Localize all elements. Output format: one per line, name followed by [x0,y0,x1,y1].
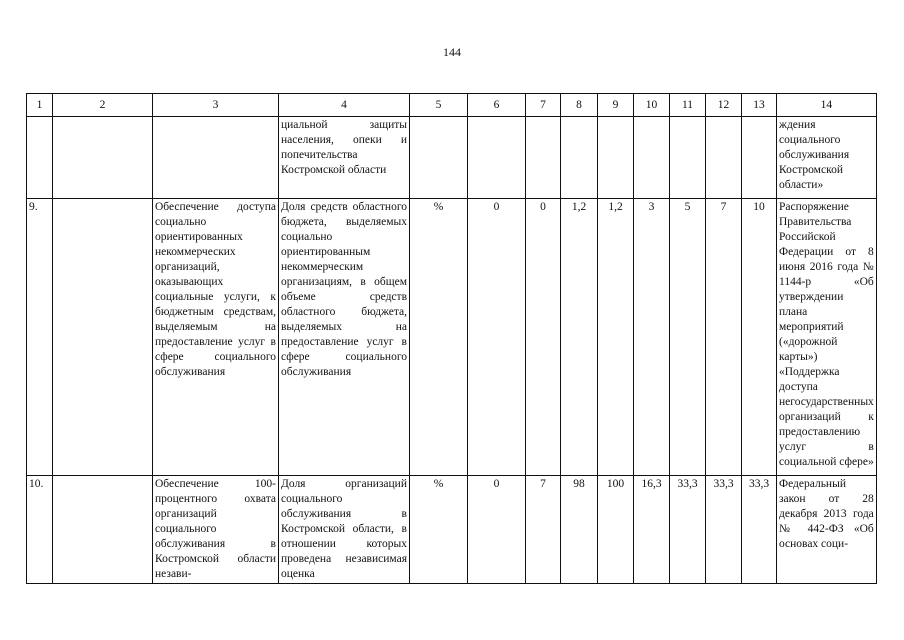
unit-cell [410,117,468,199]
value-cell [670,117,706,199]
cell-col2 [53,117,153,199]
value-cell: 0 [468,476,526,584]
value-cell: 10 [742,199,777,476]
value-cell: 33,3 [670,476,706,584]
value-cell: 7 [706,199,742,476]
value-cell: 100 [598,476,634,584]
legal-basis-cell: Федеральный закон от 28 декабря 2013 года № 442-ФЗ «Об основах соци- [777,476,877,584]
value-cell: 33,3 [706,476,742,584]
table-row [27,117,877,199]
unit-cell: % [410,476,468,584]
measure-cell: Обеспечение 100-процентного охвата организаций социального обслуживания в Костромской области незави- [153,476,279,584]
value-cell [561,117,598,199]
col-header-6: 6 [468,94,526,117]
indicator-cell: циальной защиты населения, опеки и попечительства Костромской области [279,117,410,199]
value-cell: 0 [526,199,561,476]
value-cell [706,117,742,199]
col-header-10: 10 [634,94,670,117]
col-header-9: 9 [598,94,634,117]
col-header-5: 5 [410,94,468,117]
value-cell: 3 [634,199,670,476]
page-number: 144 [443,45,461,59]
col-header-2: 2 [53,94,153,117]
indicator-cell: Доля организаций социального обслуживания в Костромской области, в отношении которых проведена независимая оценка [279,476,410,584]
unit-cell: % [410,199,468,476]
value-cell [468,117,526,199]
value-cell: 0 [468,199,526,476]
row-number-cell: 9. [27,199,53,476]
indicators-table [26,93,877,584]
col-header-7: 7 [526,94,561,117]
value-cell: 1,2 [598,199,634,476]
value-cell: 1,2 [561,199,598,476]
col-header-3: 3 [153,94,279,117]
cell-col2 [53,199,153,476]
col-header-4: 4 [279,94,410,117]
value-cell: 16,3 [634,476,670,584]
value-cell [742,117,777,199]
value-cell: 98 [561,476,598,584]
measure-cell [153,117,279,199]
col-header-8: 8 [561,94,598,117]
col-header-13: 13 [742,94,777,117]
legal-basis-cell: ждения социального обслуживания Костромской области» [777,117,877,199]
col-header-11: 11 [670,94,706,117]
value-cell [598,117,634,199]
value-cell [526,117,561,199]
indicator-cell: Доля средств областного бюджета, выделяемых социально ориентированным некоммерческим организациям, в общем объеме средств областного бюджета, выделяемых на предоставление услуг в сфере социального обслуживания [279,199,410,476]
table-row [27,476,877,584]
legal-basis-cell: Распоряжение Правительства Российской Федерации от 8 июня 2016 года № 1144-р «Об утверждении плана мероприятий («дорожной карты») «Поддержка доступа негосударственных организаций к предоставлению услуг в социальной сфере» [777,199,877,476]
cell-col2 [53,476,153,584]
column-number-row [27,94,877,117]
col-header-12: 12 [706,94,742,117]
value-cell: 7 [526,476,561,584]
value-cell: 33,3 [742,476,777,584]
value-cell: 5 [670,199,706,476]
row-number-cell: 10. [27,476,53,584]
col-header-1: 1 [27,94,53,117]
table-row [27,199,877,476]
value-cell [634,117,670,199]
measure-cell: Обеспечение доступа социально ориентированных некоммерческих организаций, оказывающих социальные услуги, к бюджетным средствам, выделяемым на предоставление услуг в сфере социального обслуживания [153,199,279,476]
row-number-cell [27,117,53,199]
col-header-14: 14 [777,94,877,117]
